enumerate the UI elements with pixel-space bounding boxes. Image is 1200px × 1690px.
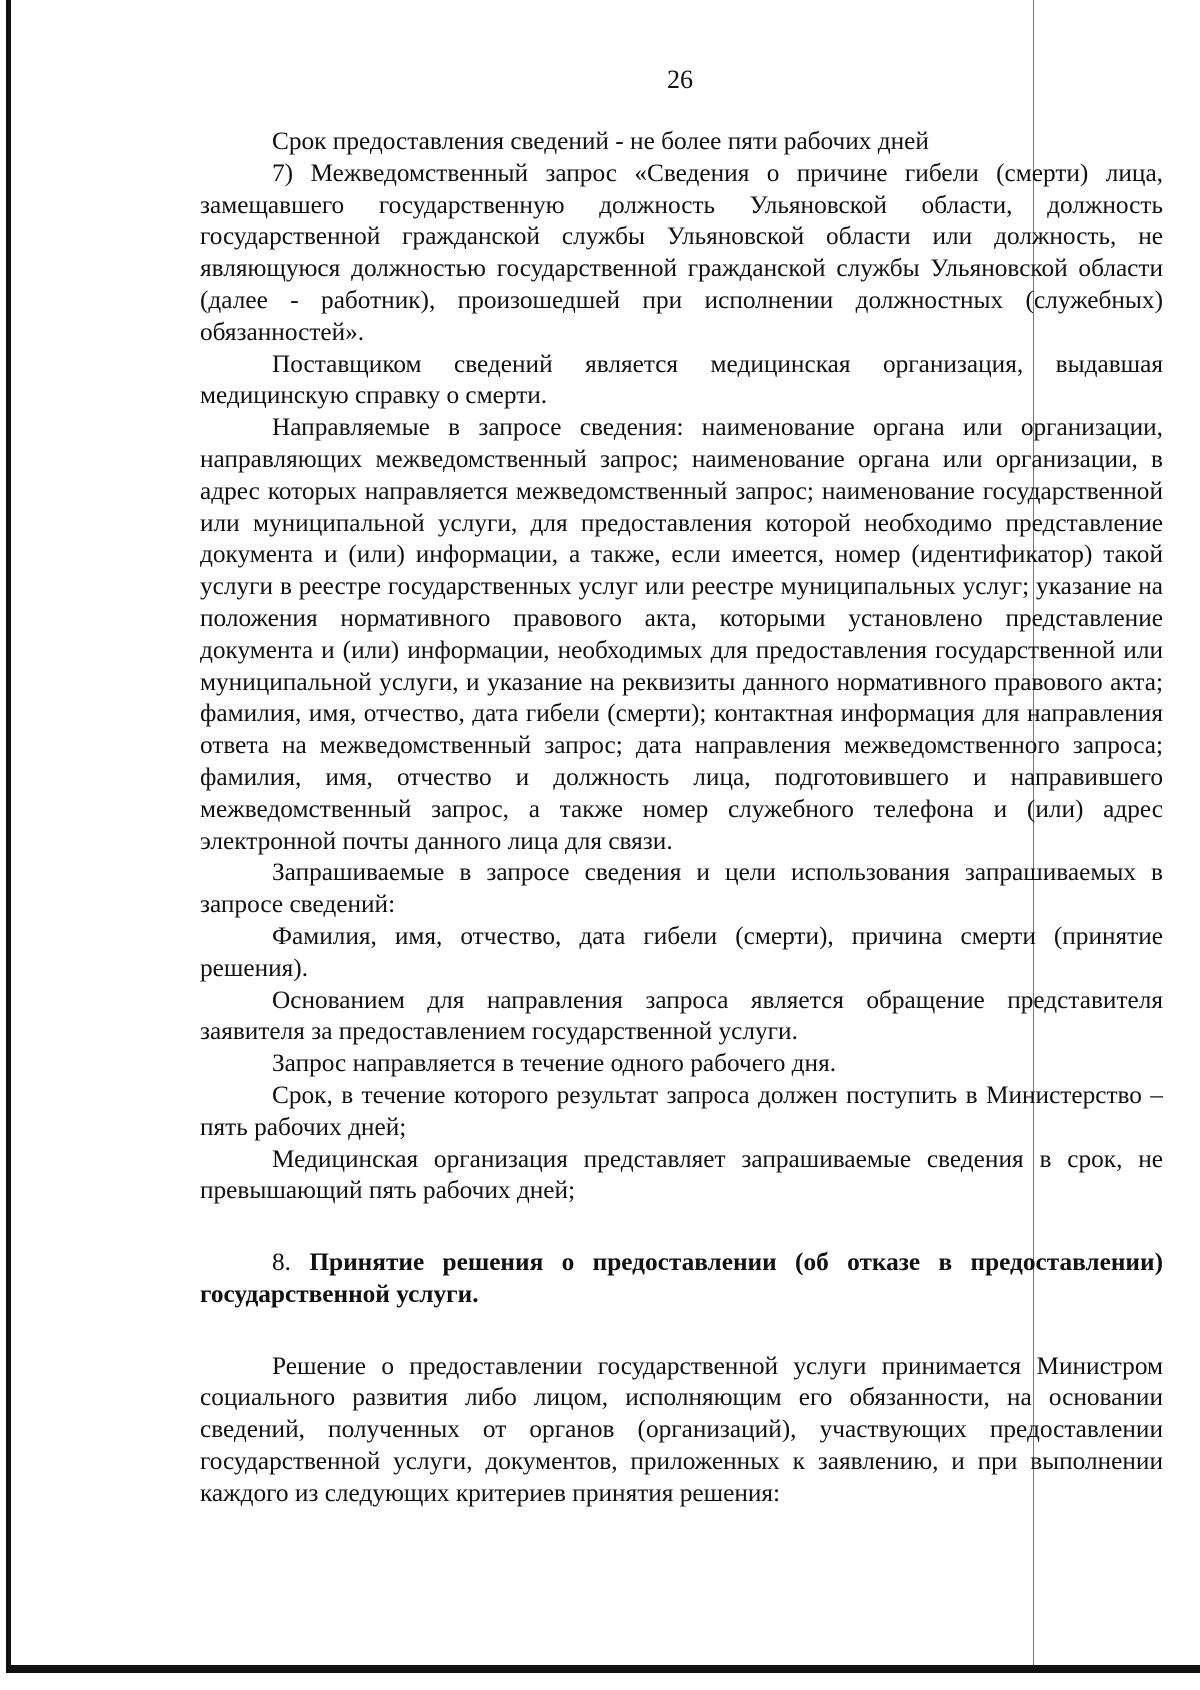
paragraph: Запрос направляется в течение одного рабочего дня. xyxy=(272,1049,837,1078)
paragraph: Направляемые в запросе сведения: наименование органа или организации, направляющих межведомственный запрос; наименование органа или организации, в адрес которых направляется межведомственный запрос; наименование государственной или муниципальной услуги, для предоставления которой необходимо представление документа и (или) информации, а также, если имеется, номер (идентификатор) такой услуги в реестре государственных услуг или реестре муниципальных услуг; указание на положения нормативного правового акта, которыми установлено представление документа и (или) информации, необходимых для предоставления государственной или муниципальной услуги, и указание на реквизиты данного нормативного правового акта; фамилия, имя, отчество, дата гибели (смерти); контактная информация для направления ответа на межведомственный запрос; дата направления межведомственного запроса; фамилия, имя, отчество и должность лица, подготовившего и направившего межведомственный запрос, а также номер служебного телефона и (или) адрес электронной почты данного лица для связи. xyxy=(200,413,1163,855)
document-body xyxy=(200,126,1163,1510)
paragraph: Срок предоставления сведений - не более пяти рабочих дней xyxy=(272,127,929,155)
section-number: 8. xyxy=(272,1248,291,1277)
paragraph: Фамилия, имя, отчество, дата гибели (смерти), причина смерти (принятие решения). xyxy=(200,921,1163,982)
scan-left-border xyxy=(6,0,11,1672)
scan-bottom-border xyxy=(6,1665,1200,1673)
page-number: 26 xyxy=(667,65,693,94)
section-heading xyxy=(200,1247,1163,1311)
paragraph: Срок, в течение которого результат запроса должен поступить в Министерство – пять рабочих дней; xyxy=(200,1080,1163,1141)
paragraph: Решение о предоставлении государственной услуги принимается Министром социального развития либо лицом, исполняющим его обязанности, на основании сведений, полученных от органов (организаций), участвующих предоставлении государственной услуги, документов, приложенных к заявлению, и при выполнении каждого из следующих критериев принятия решения: xyxy=(200,1351,1163,1507)
section-title: Принятие решения о предоставлении (об отказе в предоставлении) государственной услуги. xyxy=(200,1248,1164,1308)
paragraph: 7) Межведомственный запрос «Сведения о причине гибели (смерти) лица, замещавшего государственную должность Ульяновской области, должность государственной гражданской службы Ульяновской области или должность, не являющуюся должностью государственной гражданской службы Ульяновской области (далее - работник), произошедшей при исполнении должностных (служебных) обязанностей». xyxy=(200,158,1163,346)
paragraph: Основанием для направления запроса является обращение представителя заявителя за предоставлением государственной услуги. xyxy=(200,985,1163,1046)
paragraph: Поставщиком сведений является медицинская организация, выдавшая медицинскую справку о смерти. xyxy=(200,349,1163,410)
paragraph: Медицинская организация представляет запрашиваемые сведения в срок, не превышающий пять рабочих дней; xyxy=(200,1144,1163,1205)
paragraph: Запрашиваемые в запросе сведения и цели использования запрашиваемых в запросе сведений: xyxy=(200,858,1163,919)
